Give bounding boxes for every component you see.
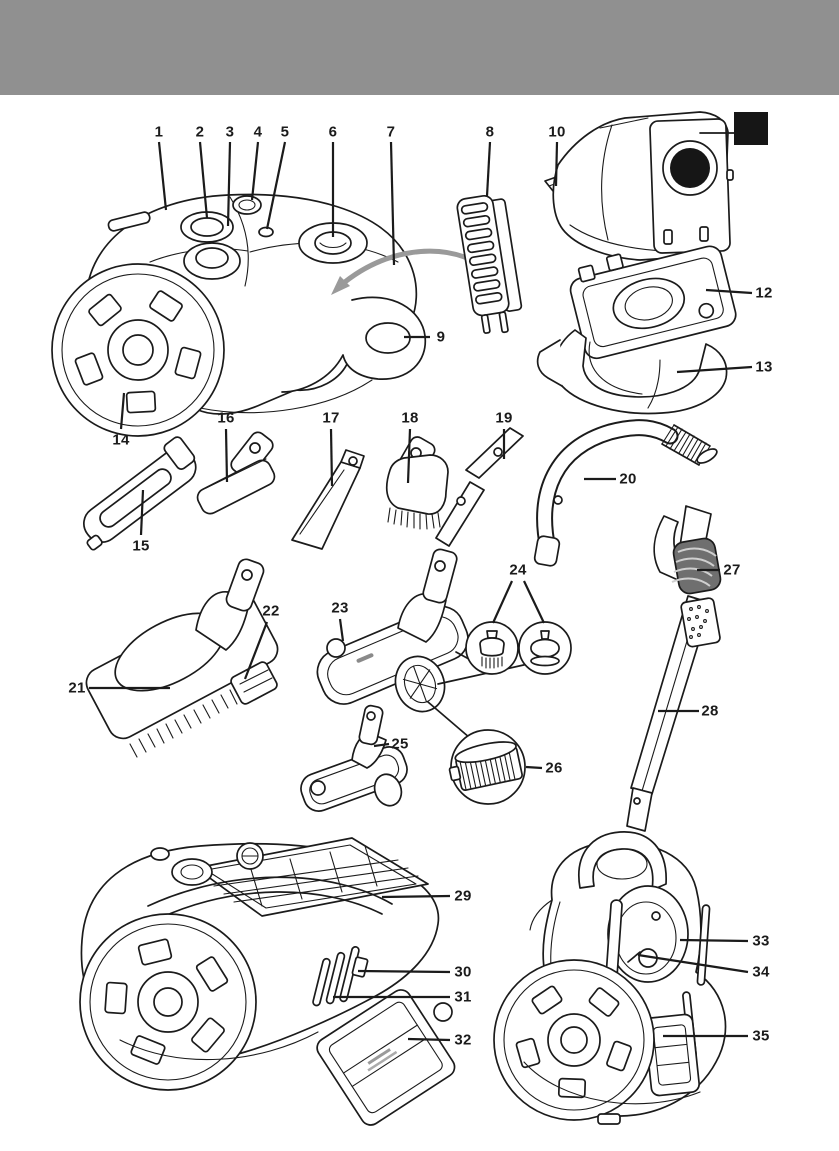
upholstery-nozzle-drawing (194, 429, 277, 516)
part-label-16: 16 (217, 409, 235, 427)
part-label-31: 31 (454, 988, 472, 1006)
part-label-17: 17 (322, 409, 340, 427)
rear-canister-drawing (80, 838, 458, 1129)
part-label-23: 23 (331, 599, 349, 617)
part-label-30: 30 (454, 963, 472, 981)
part-label-35: 35 (752, 1027, 770, 1045)
canister-drawing (52, 194, 425, 436)
part-label-28: 28 (701, 702, 719, 720)
leader-line-24 (493, 581, 512, 623)
leader-line-16 (226, 429, 227, 482)
part-label-27: 27 (723, 561, 741, 579)
leader-line-30 (358, 971, 450, 972)
part-label-33: 33 (752, 932, 770, 950)
telescopic-tube-drawing (627, 506, 722, 831)
leader-line-4 (252, 142, 258, 200)
part-label-3: 3 (225, 123, 235, 141)
part-label-26: 26 (545, 759, 563, 777)
leader-line-24 (524, 581, 544, 623)
part-label-24: 24 (509, 561, 527, 579)
leader-line-26 (526, 767, 542, 768)
part-label-14: 14 (112, 431, 130, 449)
leader-line-33 (680, 940, 748, 941)
part-label-34: 34 (752, 963, 770, 981)
crevice-tool-drawing (292, 450, 364, 549)
part-label-20: 20 (619, 470, 637, 488)
dust-bag-drawing (545, 112, 733, 260)
part-label-7: 7 (386, 123, 396, 141)
part-label-21: 21 (68, 679, 86, 697)
part-label-2: 2 (195, 123, 205, 141)
exhaust-filter-drawing (456, 193, 525, 337)
part-label-29: 29 (454, 887, 472, 905)
part-label-8: 8 (485, 123, 495, 141)
part-label-4: 4 (253, 123, 263, 141)
part-label-10: 10 (548, 123, 566, 141)
upright-rear-view-drawing (494, 832, 726, 1124)
leader-line-23 (340, 619, 343, 641)
small-tri-active-nozzle-drawing (297, 705, 411, 816)
part-label-25: 25 (391, 735, 409, 753)
part-label-19: 19 (495, 409, 513, 427)
leader-line-29 (382, 896, 450, 897)
part-label-6: 6 (328, 123, 338, 141)
grip-sleeve (672, 537, 722, 596)
part-label-5: 5 (280, 123, 290, 141)
leader-line-8 (487, 142, 490, 196)
part-label-1: 1 (154, 123, 164, 141)
leader-line-32 (408, 1039, 450, 1040)
leader-line-1 (159, 142, 166, 210)
leader-line-17 (331, 429, 332, 486)
part-label-22: 22 (262, 602, 280, 620)
part-label-12: 12 (755, 284, 773, 302)
part-label-9: 9 (436, 328, 446, 346)
tube-sections-drawing (436, 428, 523, 546)
part-label-18: 18 (401, 409, 419, 427)
handle-trim-drawing (68, 435, 204, 552)
wheel-detail-drawing (446, 730, 525, 804)
brush-tool-drawing (387, 434, 448, 529)
part-label-13: 13 (755, 358, 773, 376)
part-label-15: 15 (132, 537, 150, 555)
leader-line-10 (556, 142, 557, 186)
part-label-32: 32 (454, 1031, 472, 1049)
